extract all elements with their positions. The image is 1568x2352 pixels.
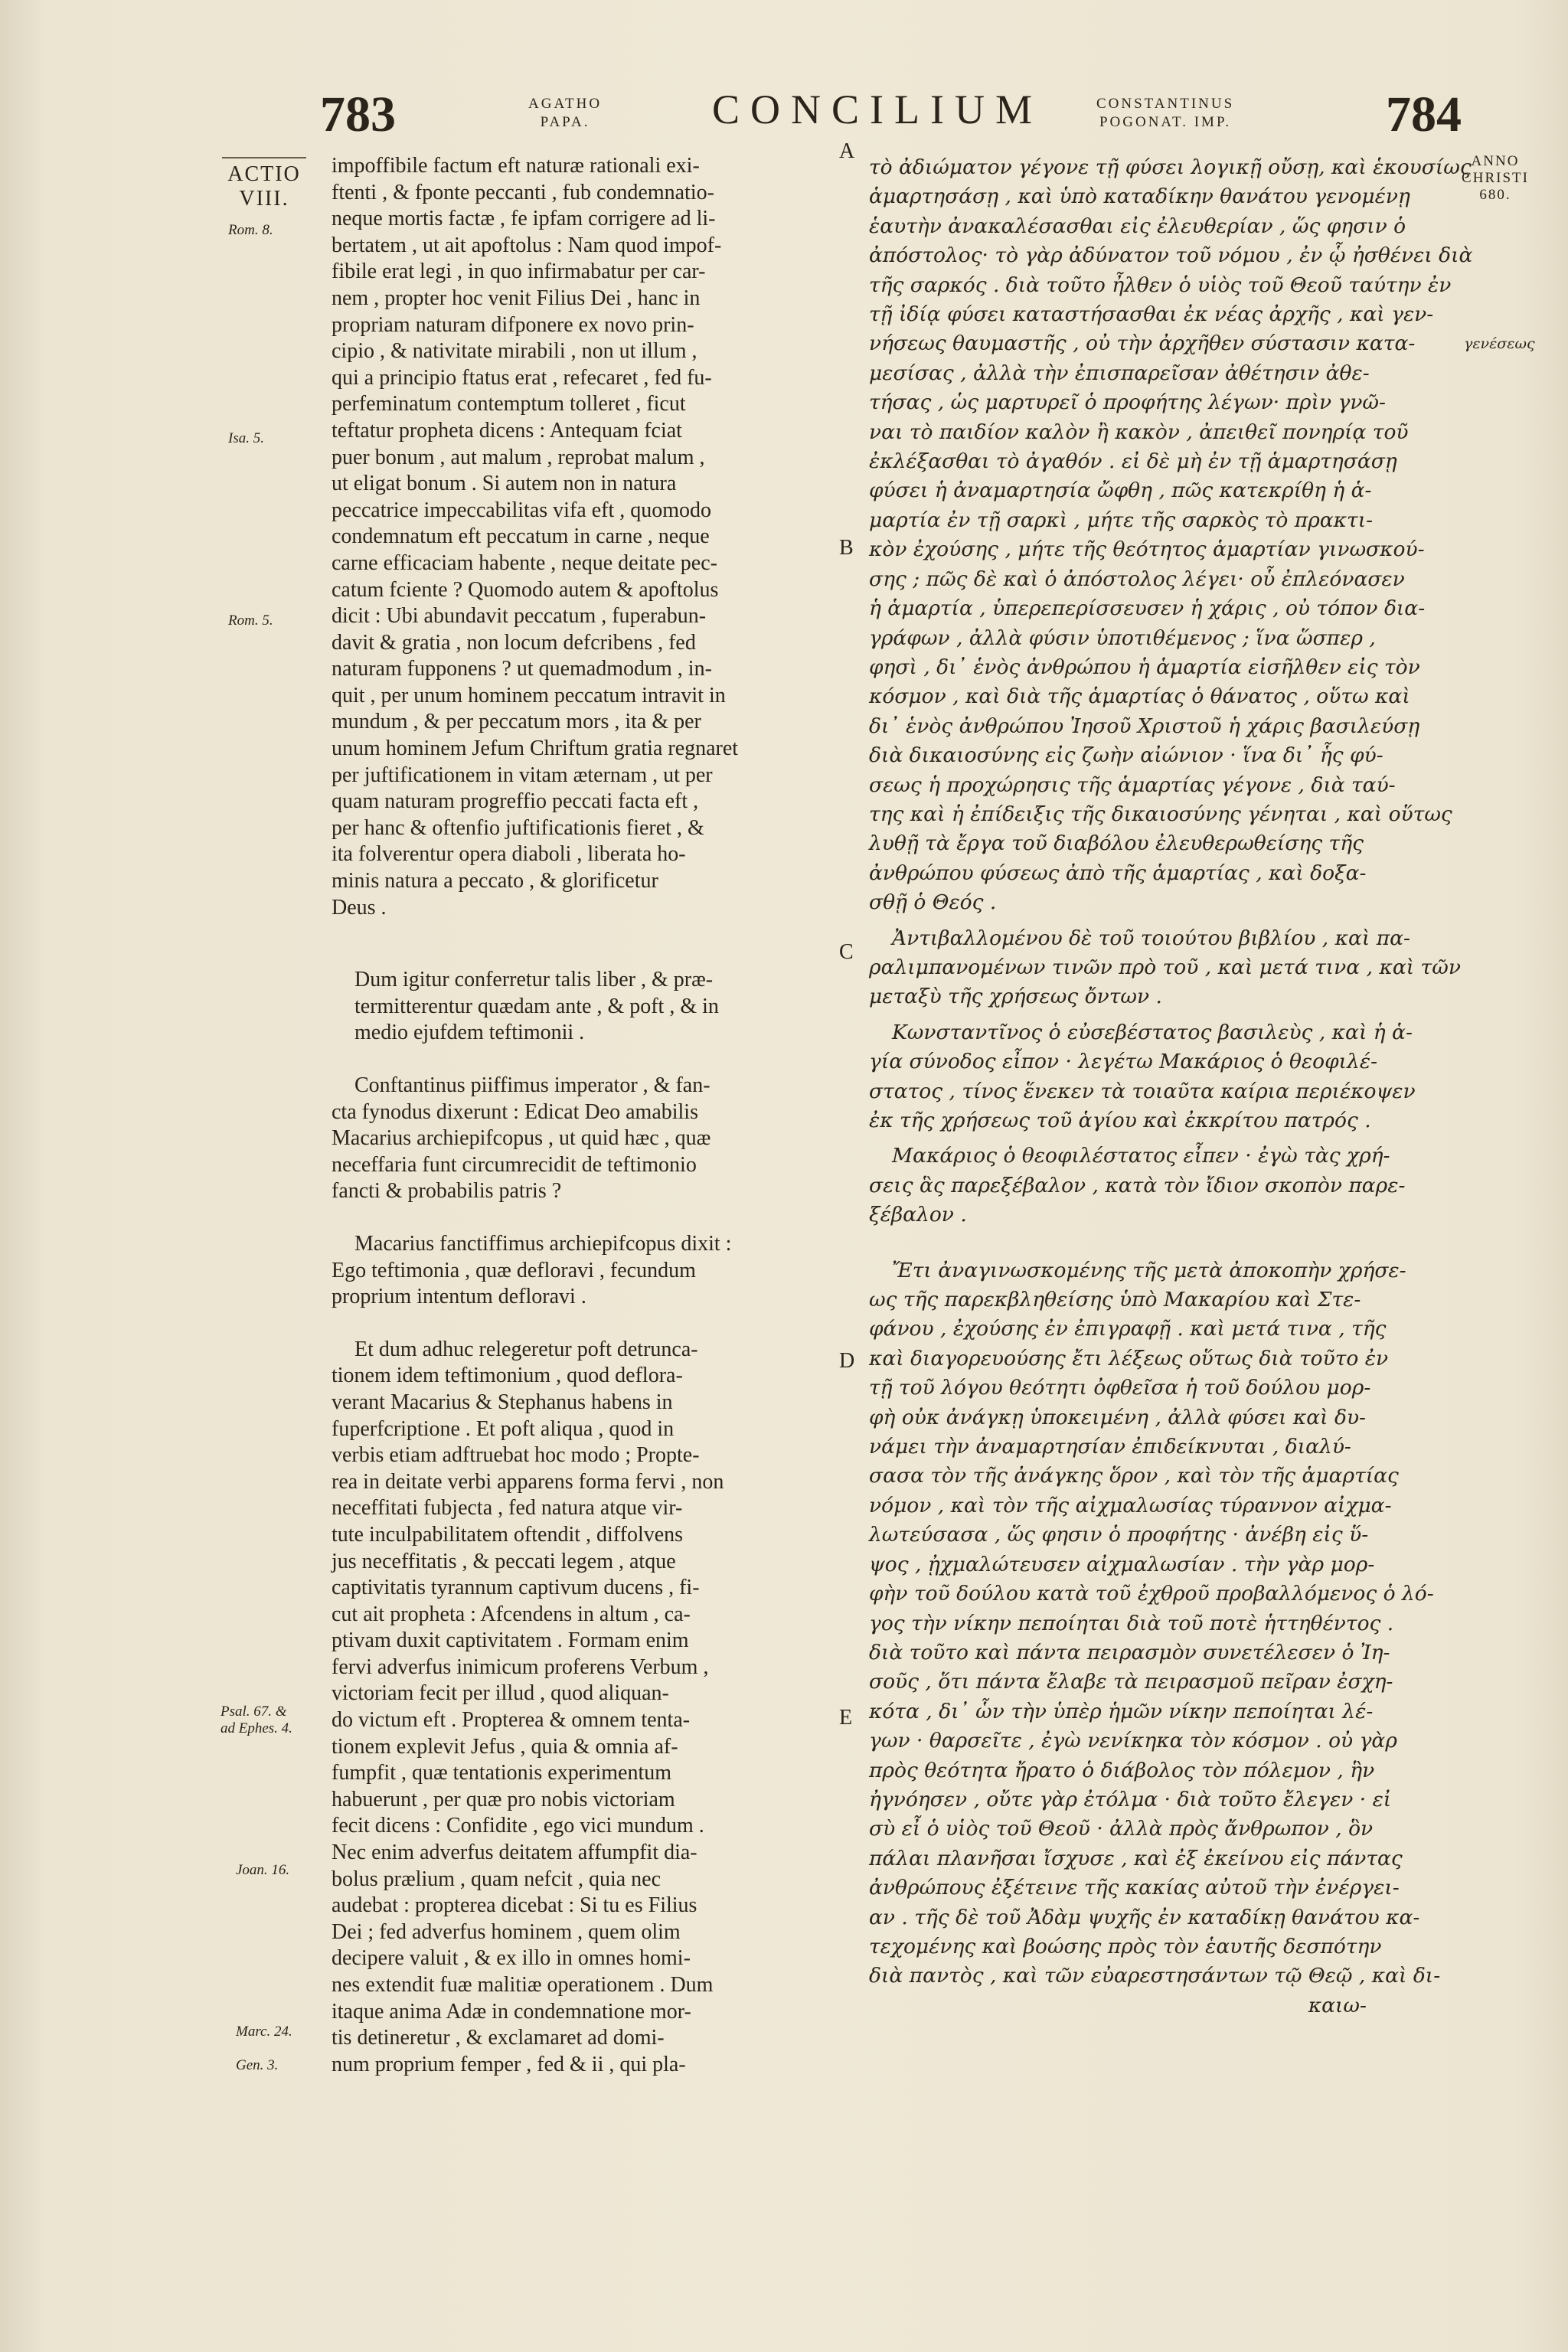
text-line: perfeminatum contemptum tolleret , ficut (332, 392, 686, 416)
text-line: nes extendit fuæ malitiæ operationem . Dum (332, 1973, 714, 1997)
text-line: audebat : propterea dicebat : Si tu es Filius (332, 1893, 697, 1918)
text-line: ἡ ἁμαρτία , ὑπερεπερίσσευσεν ἡ χάρις , οὐ τόπον δια- (869, 596, 1426, 621)
text-line: proprium intentum defloravi . (332, 1285, 586, 1309)
text-line: σης ; πῶς δὲ καὶ ὁ ἀπόστολος λέγει· οὗ ἐπλεόνασεν (869, 567, 1405, 591)
text-line: ἠγνόησεν , οὔτε γὰρ ἐτόλμα · διὰ τοῦτο ἔλεγεν · εἰ (869, 1787, 1392, 1811)
text-line: ναι τὸ παιδίον καλὸν ἢ κακὸν , ἀπειθεῖ πονηρίᾳ τοῦ (869, 420, 1409, 444)
greek-paragraph (869, 153, 1473, 918)
text-line: dicit : Ubi abundavit peccatum , fuperabun- (332, 604, 707, 629)
text-line: γος τὴν νίκην πεποίηται διὰ τοῦ ποτὲ ἡττηθέντος . (869, 1611, 1394, 1635)
text-line: propriam naturam difponere ex novo prin- (332, 312, 694, 337)
greek-paragraph (869, 1142, 1406, 1230)
actio-line: VIII. (239, 187, 289, 211)
text-line: φύσει ἡ ἀναμαρτησία ὤφθη , πῶς κατεκρίθη ἡ ἁ- (869, 479, 1372, 503)
text-line: per hanc & oftenfio juftificationis fieret , & (332, 815, 704, 840)
text-line: davit & gratia , non locum defcribens , fed (332, 630, 696, 655)
greek-paragraph (869, 924, 1461, 1012)
text-line: carne efficaciam habente , neque deitate pec- (332, 550, 717, 575)
text-line: διὰ δικαιοσύνης εἰς ζωὴν αἰώνιον · ἵνα δι᾽ ἧς φύ- (869, 743, 1383, 768)
anno-line: 680. (1479, 187, 1511, 203)
text-line: cut ait propheta : Afcendens in altum , ca- (332, 1602, 691, 1626)
text-line: γράφων , ἀλλὰ φύσιν ὑποτιθέμενος ; ἵνα ὥσπερ , (869, 626, 1376, 650)
running-title-line: PAPA. (540, 114, 590, 130)
text-line: ἑαυτὴν ἀνακαλέσασθαι εἰς ἐλευθερίαν , ὥς φησιν ὁ (869, 214, 1406, 238)
text-line: Conftantinus piiffimus imperator , & fan- (354, 1073, 710, 1097)
text-line: decipere valuit , & ex illo in omnes homi- (332, 1946, 691, 1971)
text-line: κότα , δι᾽ ὧν τὴν ὑπὲρ ἡμῶν νίκην πεποίηται λέ- (869, 1699, 1374, 1723)
text-line: πρὸς θεότητα ἤρατο ὁ διάβολος τὸν πόλεμον , ἣν (869, 1758, 1375, 1782)
text-line: tis detineretur , & exclamaret ad domi- (332, 2026, 665, 2050)
right-page-number: 784 (1386, 87, 1462, 142)
text-line: στατος , τίνος ἕνεκεν τὰ τοιαῦτα καίρια περιέκοψεν (869, 1079, 1416, 1103)
margin-note: Rom. 8. (228, 222, 273, 238)
margin-note: γενέσεως (1464, 335, 1535, 352)
text-line: φάνου , ἐχούσης ἐν ἐπιγραφῇ . καὶ μετά τινα , τῆς (869, 1317, 1387, 1341)
running-title-line: CONSTANTINUS (1096, 96, 1235, 112)
margin-note: Joan. 16. (236, 1862, 290, 1878)
text-line: ftenti , & fponte peccanti , fub condemnatio- (332, 180, 714, 204)
latin-paragraph (332, 967, 829, 1047)
text-line: δι᾽ ἑνὸς ἀνθρώπου Ἰησοῦ Χριστοῦ ἡ χάρις βασιλεύσῃ (869, 714, 1420, 738)
text-line: φησὶ , δι᾽ ἑνὸς ἀνθρώπου ἡ ἁμαρτία εἰσῆλθεν εἰς τὸν (869, 655, 1420, 679)
text-line: ἀνθρώπους ἐξέτεινε τῆς κακίας αὐτοῦ τὴν ἐνέργει- (869, 1876, 1400, 1900)
text-line: ξέβαλον . (869, 1203, 967, 1227)
text-line: qui a principio ftatus erat , refecaret , fed fu- (332, 365, 712, 390)
text-line: λωτεύσασα , ὥς φησιν ὁ προφήτης · ἀνέβη εἰς ὕ- (869, 1523, 1369, 1547)
text-line: mundum , & per peccatum mors , ita & per (332, 710, 701, 734)
text-line: tute inculpabilitatem oftendit , diffolvens (332, 1522, 684, 1547)
text-line: Ἀντιβαλλομένου δὲ τοῦ τοιούτου βιβλίου , καὶ πα- (892, 926, 1410, 950)
text-line: καὶ διαγορευούσης ἔτι λέξεως οὕτως διὰ τοῦτο ἐν (869, 1346, 1389, 1370)
margin-note: Gen. 3. (236, 2057, 279, 2073)
text-line: puer bonum , aut malum , reprobat malum , (332, 445, 705, 469)
text-line: ἀπόστολος· τὸ γὰρ ἀδύνατον τοῦ νόμου , ἐν ᾧ ἠσθένει διὰ (869, 243, 1473, 268)
text-line: verbis etiam adftruebat hoc modo ; Propte- (332, 1443, 700, 1468)
section-letter: A (839, 139, 855, 163)
text-line: tionem idem teftimonium , quod deflora- (332, 1364, 683, 1388)
text-line: σθῇ ὁ Θεός . (869, 890, 997, 915)
text-line: quam naturam progreffio peccati facta eft , (332, 789, 699, 814)
text-line: jus neceffitatis , & peccati legem , atque (332, 1549, 676, 1573)
text-line: σοῦς , ὅτι πάντα ἔλαβε τὰ πειρασμοῦ πεῖραν ἐσχη- (869, 1670, 1393, 1694)
text-line: τεχομένης καὶ βοώσης πρὸς τὸν ἑαυτῆς δεσπότην (869, 1934, 1382, 1958)
text-line: neceffitati fubjecta , fed natura atque vir- (332, 1496, 683, 1521)
text-line: Ego teftimonia , quæ defloravi , fecundum (332, 1258, 696, 1282)
text-line: φὴν τοῦ δούλου κατὰ τοῦ ἐχθροῦ προβαλλόμενος ὁ λό- (869, 1582, 1434, 1606)
page-title: CONCILIUM (712, 87, 1043, 132)
margin-note: Marc. 24. (236, 2024, 292, 2040)
section-letter: B (839, 536, 854, 560)
actio-label (222, 162, 306, 211)
text-line: minis natura a peccato , & glorificetur (332, 869, 658, 893)
latin-paragraph (332, 153, 829, 921)
text-line: ως τῆς παρεκβληθείσης ὑπὸ Μακαρίου καὶ Στε- (869, 1288, 1361, 1312)
latin-paragraph (332, 1337, 829, 2079)
text-line: νήσεως θαυμαστῆς , οὐ τὴν ἀρχῆθεν σύστασιν κατα- (869, 332, 1416, 356)
text-line: ptivam duxit captivitatem . Formam enim (332, 1628, 689, 1653)
text-line: impoffibile factum eft naturæ rationali exi- (332, 154, 700, 178)
text-line: neceffaria funt circumrecidit de teftimonio (332, 1152, 697, 1177)
text-line: Nec enim adverfus deitatem affumpfit dia- (332, 1841, 697, 1865)
text-line: bertatem , ut ait apoftolus : Nam quod impof- (332, 233, 722, 257)
greek-column (869, 153, 1473, 2020)
text-line: unum hominem Jefum Chriftum gratia regnaret (332, 737, 739, 761)
text-line: termitterentur quædam ante , & poft , & in (354, 994, 719, 1018)
text-line: διὰ τοῦτο καὶ πάντα πειρασμὸν συνετέλεσεν ὁ Ἰη- (869, 1640, 1390, 1664)
text-line: ἀνθρώπου φύσεως ἀπὸ τῆς ἁμαρτίας , καὶ δοξα- (869, 861, 1367, 885)
greek-paragraph (869, 1018, 1416, 1136)
text-line: fecit dicens : Confidite , ego vici mundum . (332, 1814, 704, 1838)
text-line: captivitatis tyrannum captivum ducens , fi- (332, 1576, 700, 1600)
text-line: αν . τῆς δὲ τοῦ Ἀδὰμ ψυχῆς ἐν καταδίκῃ θανάτου κα- (869, 1905, 1420, 1929)
text-line: victoriam fecit per illud , quod aliquan- (332, 1681, 669, 1706)
text-line: τῆς σαρκός . διὰ τοῦτο ἦλθεν ὁ υἱὸς τοῦ Θεοῦ ταύτην ἐν (869, 273, 1452, 297)
text-line: rea in deitate verbi apparens forma fervi , non (332, 1469, 724, 1494)
text-line: bolus prælium , quam nefcit , quia nec (332, 1867, 662, 1891)
text-line: cta fynodus dixerunt : Edicat Deo amabilis (332, 1099, 698, 1124)
text-line: teftatur propheta dicens : Antequam fciat (332, 418, 682, 443)
text-line: σεις ἃς παρεξέβαλον , κατὰ τὸν ἴδιον σκοπὸν παρε- (869, 1173, 1406, 1197)
text-line: per juftificationem in vitam æternam , ut per (332, 763, 713, 787)
text-line: Ἔτι ἀναγινωσκομένης τῆς μετὰ ἀποκοπὴν χρήσε- (892, 1258, 1406, 1282)
text-line: μεσίσας , ἀλλὰ τὴν ἐπισπαρεῖσαν ἀθέτησιν ἀθε- (869, 361, 1370, 385)
text-line: διὰ παντὸς , καὶ τῶν εὐαρεστησάντων τῷ Θεῷ , καὶ δι- (869, 1964, 1441, 1988)
text-line: Dei ; fed adverfus hominem , quem olim (332, 1919, 681, 1944)
text-line: γία σύνοδος εἶπον · λεγέτω Μακάριος ὁ θεοφιλέ- (869, 1050, 1378, 1074)
text-line: peccatrice impeccabilitas vifa eft , quomodo (332, 498, 712, 522)
text-line: ἐκ τῆς χρήσεως τοῦ ἁγίου καὶ ἐκκρίτου πατρός . (869, 1109, 1371, 1132)
text-line: κὸν ἐχούσης , μήτε τῆς θεότητος ἁμαρτίαν γινωσκού- (869, 537, 1425, 562)
text-line: πάλαι πλανῆσαι ἴσχυσε , καὶ ἐξ ἐκείνου εἰς πάντας (869, 1846, 1403, 1870)
text-line: ita folverentur opera diaboli , liberata ho- (332, 842, 686, 867)
text-line: fibile erat legi , in quo infirmabatur per car- (332, 260, 706, 284)
left-running-title (528, 95, 602, 132)
text-line: Μακάριος ὁ θεοφιλέστατος εἶπεν · ἐγὼ τὰς χρή- (892, 1144, 1390, 1168)
text-line: fumpfit , quæ tentationis experimentum (332, 1761, 672, 1785)
text-line: τὸ ἀδιώματον γέγονε τῇ φύσει λογικῇ οὔσῃ, καὶ ἑκουσίως (869, 155, 1472, 179)
text-line: μεταξὺ τῆς χρήσεως ὄντων . (869, 985, 1162, 1009)
text-line: τῇ ἰδίᾳ φύσει καταστήσασθαι ἐκ νέας ἀρχῆς , καὶ γεν- (869, 302, 1434, 327)
text-line: μαρτία ἐν τῇ σαρκὶ , μήτε τῆς σαρκὸς τὸ πρακτι- (869, 508, 1374, 532)
latin-paragraph (332, 1073, 829, 1205)
text-line: ἁμαρτησάσῃ , καὶ ὑπὸ καταδίκην θανάτου γενομένῃ (869, 185, 1410, 209)
running-title-line: AGATHO (528, 96, 603, 112)
text-line: νόμον , καὶ τὸν τῆς αἰχμαλωσίας τύραννον αἰχμα- (869, 1493, 1392, 1517)
greek-paragraph (869, 1256, 1441, 1991)
text-line: σασα τὸν τῆς ἀνάγκης ὅρον , καὶ τὸν τῆς ἁμαρτίας (869, 1464, 1399, 1488)
text-line: catum fciente ? Quomodo autem & apoftolus (332, 577, 719, 602)
text-line: num proprium femper , fed & ii , qui pla- (332, 2052, 686, 2076)
margin-note: Psal. 67. & ad Ephes. 4. (220, 1704, 292, 1736)
section-letter: D (839, 1349, 855, 1373)
text-line: λυθῇ τὰ ἔργα τοῦ διαβόλου ἐλευθερωθείσης τῆς (869, 831, 1364, 856)
text-line: Et dum adhuc relegeretur poft detrunca- (354, 1337, 698, 1361)
margin-rule (222, 157, 306, 158)
margin-note: Isa. 5. (228, 430, 264, 446)
margin-note: Rom. 5. (228, 612, 273, 629)
text-line: νάμει τὴν ἀναμαρτησίαν ἐπιδείκνυται , διαλύ- (869, 1435, 1351, 1459)
text-line: quit , per unum hominem peccatum intravit in (332, 683, 726, 707)
text-line: Dum igitur conferretur talis liber , & præ- (354, 968, 714, 992)
catchword: καιω- (1308, 1993, 1367, 2017)
text-line: cipio , & nativitate mirabili , non ut illum , (332, 339, 697, 364)
text-line: itaque anima Adæ in condemnatione mor- (332, 1999, 691, 2024)
text-line: γων · θαρσεῖτε , ἐγὼ νενίκηκα τὸν κόσμον . οὐ γὰρ (869, 1729, 1397, 1753)
actio-line: ACTIO (227, 162, 301, 186)
text-line: σεως ἡ προχώρησις τῆς ἁμαρτίας γέγονε , διὰ ταύ- (869, 773, 1396, 797)
text-line: ραλιμπανομένων τινῶν πρὸ τοῦ , καὶ μετά τινα , καὶ τῶν (869, 955, 1461, 979)
text-line: fervi adverfus inimicum proferens Verbum , (332, 1655, 709, 1679)
text-line: do victum eft . Propterea & omnem tenta- (332, 1708, 691, 1733)
text-line: ψος , ᾐχμαλώτευσεν αἰχμαλωσίαν . τὴν γὰρ μορ- (869, 1552, 1375, 1576)
text-line: fancti & probabilis patris ? (332, 1179, 562, 1204)
text-line: verant Macarius & Stephanus habens in (332, 1390, 673, 1414)
running-title-line: POGONAT. IMP. (1099, 114, 1232, 130)
text-line: Macarius fanctiffimus archiepifcopus dixit : (354, 1231, 732, 1256)
text-line: medio ejufdem teftimonii . (354, 1021, 585, 1045)
left-page-number: 783 (320, 87, 396, 142)
latin-column (332, 153, 829, 2078)
text-line: τῇ τοῦ λόγου θεότητι ὀφθεῖσα ἡ τοῦ δούλου μορ- (869, 1376, 1371, 1400)
text-line: neque mortis factæ , fe ipfam corrigere ad li- (332, 207, 716, 231)
text-line: tionem explevit Jefus , quia & omnia af- (332, 1734, 678, 1759)
text-line: κόσμον , καὶ διὰ τῆς ἁμαρτίας ὁ θάνατος , οὕτω καὶ (869, 684, 1410, 709)
section-letter: E (839, 1706, 853, 1730)
text-line: naturam fupponens ? ut quemadmodum , in- (332, 657, 712, 681)
right-running-title (1096, 95, 1234, 132)
text-line: Macarius archiepifcopus , ut quid hæc , quæ (332, 1126, 711, 1151)
text-line: habuerunt , per quæ pro nobis victoriam (332, 1787, 675, 1811)
text-line: condemnatum eft peccatum in carne , neque (332, 524, 710, 549)
text-line: Κωνσταντῖνος ὁ εὐσεβέστατος βασιλεὺς , καὶ ἡ ἁ- (892, 1020, 1413, 1044)
text-line: ἐκλέξασθαι τὸ ἀγαθόν . εἰ δὲ μὴ ἐν τῇ ἁμαρτησάσῃ (869, 449, 1397, 474)
text-line: Deus . (332, 895, 387, 920)
text-line: ut eligat bonum . Si autem non in natura (332, 472, 677, 496)
text-line: nem , propter hoc venit Filius Dei , hanc in (332, 286, 701, 310)
anno-line: ANNO (1471, 153, 1520, 169)
anno-line: CHRISTI (1462, 170, 1529, 186)
text-line: fuperfcriptione . Et poft aliqua , quod in (332, 1416, 675, 1441)
text-line: σὺ εἶ ὁ υἱὸς τοῦ Θεοῦ · ἀλλὰ πρὸς ἄνθρωπον , ὃν (869, 1817, 1374, 1841)
section-letter: C (839, 940, 854, 964)
text-line: τήσας , ὡς μαρτυρεῖ ὁ προφήτης λέγων· πρὶν γνῶ- (869, 390, 1386, 415)
latin-paragraph (332, 1231, 829, 1311)
text-line: της καὶ ἡ ἐπίδειξις τῆς δικαιοσύνης γένηται , καὶ οὕτως (869, 802, 1452, 826)
text-line: φὴ οὐκ ἀνάγκῃ ὑποκειμένη , ἀλλὰ φύσει καὶ δυ- (869, 1405, 1367, 1429)
